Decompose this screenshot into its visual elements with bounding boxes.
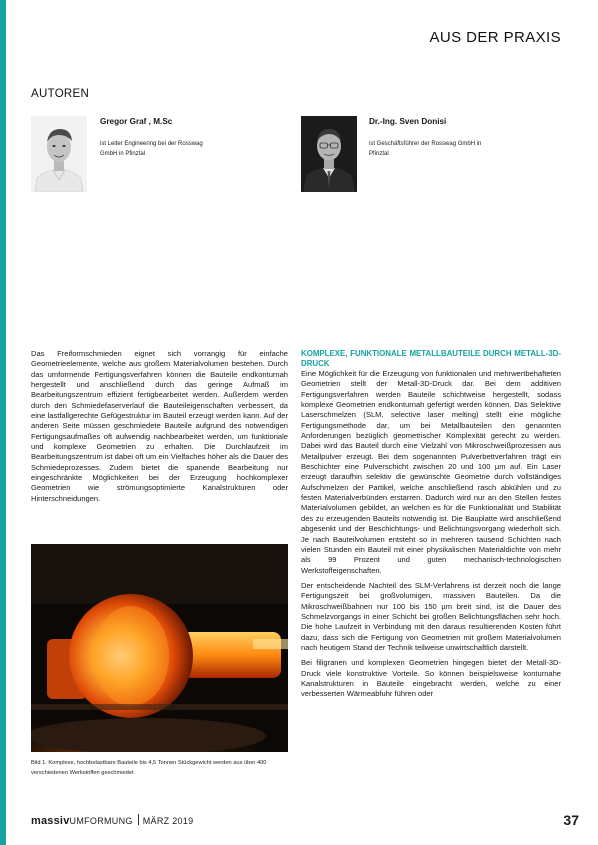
footer-brand <box>31 814 193 827</box>
brand-massiv: massiv <box>31 815 70 827</box>
figure-caption: Bild 1: Komplexe, hochbelastbare Bauteile bis 4,5 Tonnen Stückgewicht werden aus über 400 verschiedenen Werkstoffen geschmiedet <box>31 760 267 776</box>
brand-umformung: UMFORMUNG <box>69 816 133 826</box>
section-title: AUS DER PRAXIS <box>429 29 561 46</box>
author-name: Gregor Graf , M.Sc <box>100 117 173 126</box>
footer-separator <box>138 814 139 825</box>
body-paragraph: Bei filigranen und komplexen Geometrien hingegen bietet der Metall-3D-Druck viele konstruktive Vorteile. So können beispielsweise konturnahe Kanalstrukturen in Bauteile eingebracht werden, welche zu einer verbesserten Wärmeabfuhr führen oder <box>301 658 561 699</box>
accent-bar <box>0 0 6 845</box>
author-photo-graf <box>31 116 87 192</box>
page-number: 37 <box>563 812 579 828</box>
author-photo-donisi <box>301 116 357 192</box>
section-subheading: KOMPLEXE, FUNKTIONALE METALLBAUTEILE DURCH METALL-3D-DRUCK <box>301 349 561 368</box>
authors-heading: AUTOREN <box>31 88 90 100</box>
body-paragraph: Eine Möglichkeit für die Erzeugung von funktionalen und mehrwertbehafteten Geometrien stellt der Metall-3D-Druck dar. Bei dem additiven Fertigungsverfahren werden Bauteile schichtweise hergestellt, sodass komplexe Geometrien endkonturnah gefertigt werden können. Das Selektive Laserschmelzen (SLM, selective laser melting) stellt eine mögliche Fertigungsmethode dar, um bei Metallbauteilen den genannten Anforderungen bezüglich geometrischer Komplexität gerecht zu werden. Dabei wird das Bauteil durch eine Vielzahl von Mikroschweißprozessen aus Metallpulver erzeugt. Bei dem sogenannten Pulverbettverfahren trägt ein Beschichter eine Pulverschicht zwischen 20 und 100 µm auf. Ein Laser erzeugt daraufhin selektiv die gewünschte Geometrie durch vollständiges Aufschmelzen der Partikel, welche anschließend rasch abkühlen und zu festen Materialverbünden erstarren. Dadurch wird nur an den Stellen festes Materialvolumen gebildet, an welchen es für die Funktionalität und Stabilität des zu erzeugenden Bauteils notwendig ist. Die Bauplatte wird anschließend abgesenkt und der Beschichtungs- und Belichtungsvorgang wiederholt sich. Je nach Bauteilvolumen entsteht so in mehreren tausend Schichten nach vielen Stunden ein Bauteil mit einer physikalischen Materialdichte von mehr als 99 Prozent und guten mechanisch-technologischen Werkstoffeigenschaften. <box>301 369 561 575</box>
author-bio: ist Leiter Engineering bei der Rosswag GmbH in Pfinztal <box>100 141 203 157</box>
body-paragraph: Der entscheidende Nachteil des SLM-Verfahrens ist derzeit noch die lange Fertigungszeit bei großvolumigen, massiven Bauteilen. Da die Mikroschweißbahnen nur 100 bis 150 µm breit sind, ist die Dauer des Schmelzvorgangs in einer Schicht bei großen Belichtungsflächen sehr hoch. Die hohe Laufzeit in Verbindung mit den daraus resultierenden Kosten führt dazu, dass sich die Fertigung von Geometrien mit großem Materialvolumen nach heutigem Stand der Technik teilweise unwirtschaftlich darstellt. <box>301 580 561 652</box>
left-column <box>31 349 288 509</box>
body-paragraph: Das Freiformschmieden eignet sich vorrangig für einfache Geometrieelemente, welche aus großem Materialvolumen bestehen. Durch das umformende Fertigungsverfahren können die Bauteile endkonturnah hergestellt und anschließend durch das geringe Aufmaß im Bearbeitungszentrum effizient fertigbearbeitet werden. Außerdem werden durch den Schmiedefaserverlauf die Bauteileigenschaften verbessert, da eine lastfallgerechte Gefügestruktur im Bauteil erzeugt werden kann. Auf der anderen Seite müssen geschmiedete Bauteile aufgrund des notwendigen Fertigungsaufmaßes oft aufwendig nachbearbeitet werden, um funktionale und komplexe Geometrien zu erhalten. Die Durchlaufzeit im Bearbeitungszentrum ist dabei oft um ein Vielfaches höher als die Dauer des Schmiedeprozesses. Zudem bietet die spanende Bearbeitung nur eingeschränkte Möglichkeiten bei der Erzeugung hochkomplexer Geometrien wie strömungsoptimierte Kanalstrukturen oder Hinterschneidungen. <box>31 349 288 503</box>
forging-photo <box>31 544 288 752</box>
right-column <box>301 349 561 705</box>
author-bio: ist Geschäftsführer der Rosswag GmbH in Pfinztal <box>369 141 482 157</box>
issue-date: MÄRZ 2019 <box>142 816 194 826</box>
author-name: Dr.-Ing. Sven Donisi <box>369 117 447 126</box>
